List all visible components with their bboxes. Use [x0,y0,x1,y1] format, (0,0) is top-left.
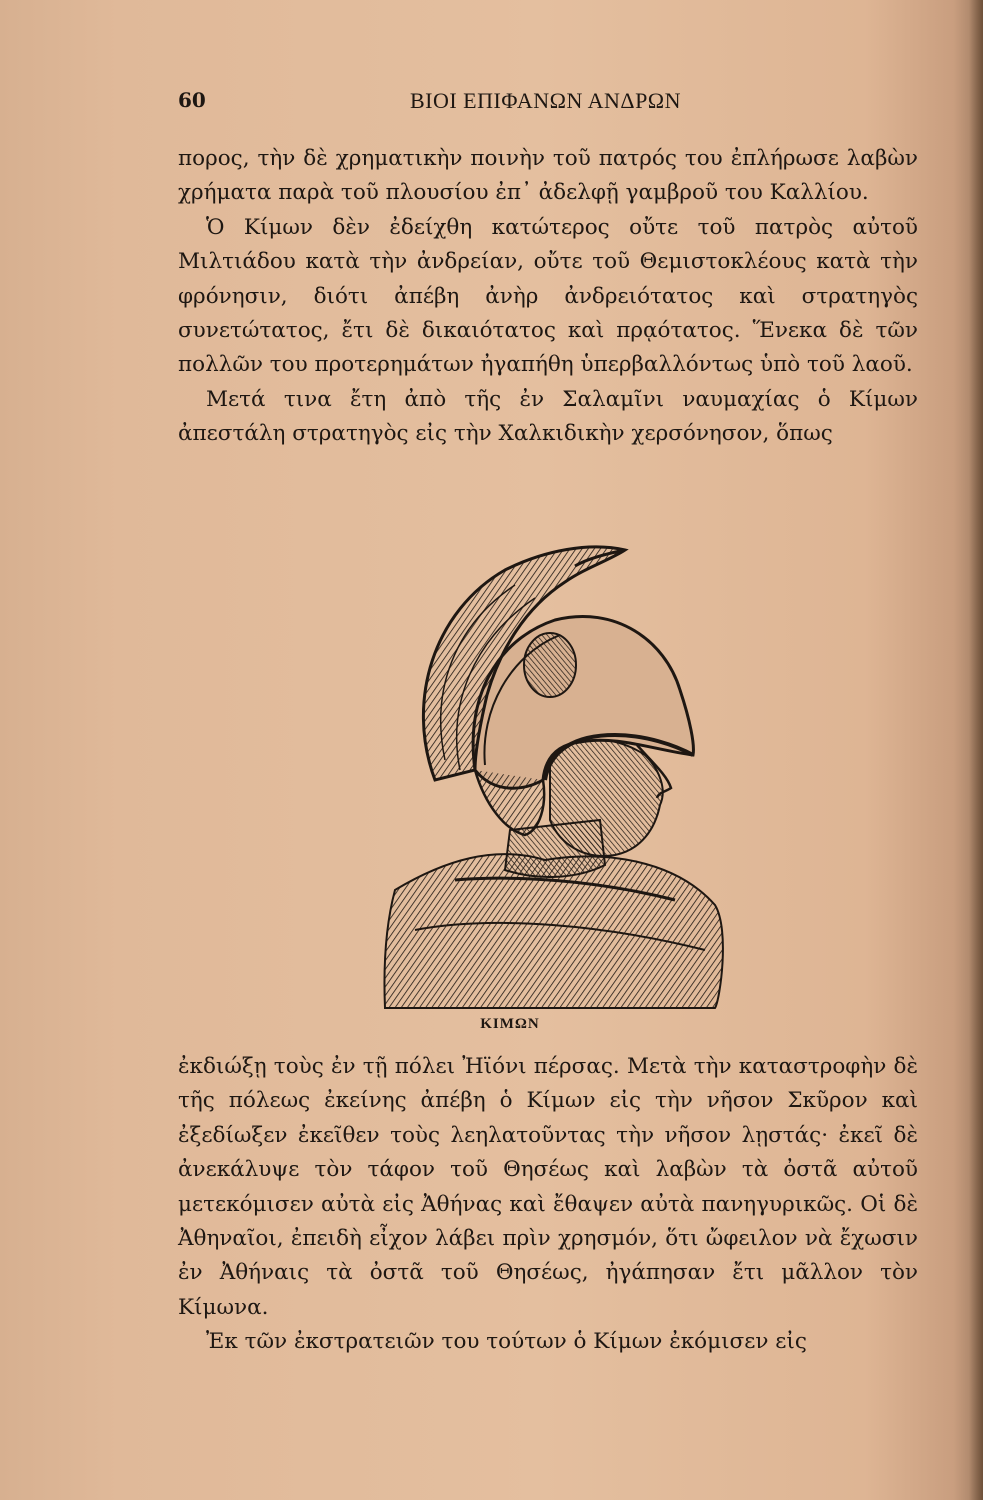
paragraph-5: Ἐκ τῶν ἐκστρατειῶν του τούτων ὁ Κίμων ἐκόμισεν εἰς [206,1329,807,1355]
kimon-portrait-engraving [375,530,735,1010]
page-number: 60 [178,88,206,112]
paragraph-4: ἐκδιώξῃ τοὺς ἐν τῇ πόλει Ἠϊόνι πέρσας. Μετὰ τὴν καταστροφὴν δὲ τῆς πόλεως ἐκείνης ἀπέβη ὁ Κίμων εἰς τὴν νῆσον Σκῦρον καὶ ἐξεδίωξεν ἐκεῖθεν τοὺς λεηλατοῦντας τὴν νῆσον λῃστάς· ἐκεῖ δὲ ἀνεκάλυψε τὸν τάφον τοῦ Θησέως καὶ λαβὼν τὰ ὀστᾶ αὐτοῦ μετεκόμισεν αὐτὰ εἰς Ἀθήνας καὶ ἔθαψεν αὐτὰ πανηγυρικῶς. Οἱ δὲ Ἀθηναῖοι, ἐπειδὴ εἶχον λάβει πρὶν χρησμόν, ὅτι ὤφειλον νὰ ἔχωσιν ἐν Ἀθήναις τὰ ὀστᾶ τοῦ Θησέως, ἠγάπησαν ἔτι μᾶλλον τὸν Κίμωνα. [178,1054,918,1320]
paragraph-3: Μετά τινα ἔτη ἀπὸ τῆς ἐν Σαλαμῖνι ναυμαχίας ὁ Κίμων ἀπεστάλη στρατηγὸς εἰς τὴν Χαλκιδικὴν χερσόνησον, ὅπως [178,386,918,447]
paragraph-2: Ὁ Κίμων δὲν ἐδείχθη κατώτερος οὔτε τοῦ πατρὸς αὐτοῦ Μιλτιάδου κατὰ τὴν ἀνδρείαν, οὔτε τοῦ Θεμιστοκλέους κατὰ τὴν φρόνησιν, διότι ἀπέβη ἀνὴρ ἀνδρειότατος καὶ στρατηγὸς συνετώτατος, ἔτι δὲ δικαιότατος καὶ πρᾳότατος. Ἕνεκα δὲ τῶν πολλῶν του προτερημάτων ἠγαπήθη ὑπερβαλλόντως ὑπὸ τοῦ λαοῦ. [178,214,918,378]
running-title: ΒΙΟΙ ΕΠΙΦΑΝΩΝ ΑΝΔΡΩΝ [409,88,682,113]
body-text-top [178,142,918,452]
figure-caption: ΚΙΜΩΝ [480,1016,540,1032]
page-edge-shadow [969,0,983,1500]
paragraph-1: πορος, τὴν δὲ χρηματικὴν ποινὴν τοῦ πατρός του ἐπλήρωσε λαβὼν χρήματα παρὰ τοῦ πλουσίου ἐπ᾽ ἀδελφῇ γαμβροῦ του Καλλίου. [178,146,918,206]
helmeted-bust-illustration [375,530,735,1010]
page-header [178,88,913,118]
body-text-bottom [178,1050,918,1360]
